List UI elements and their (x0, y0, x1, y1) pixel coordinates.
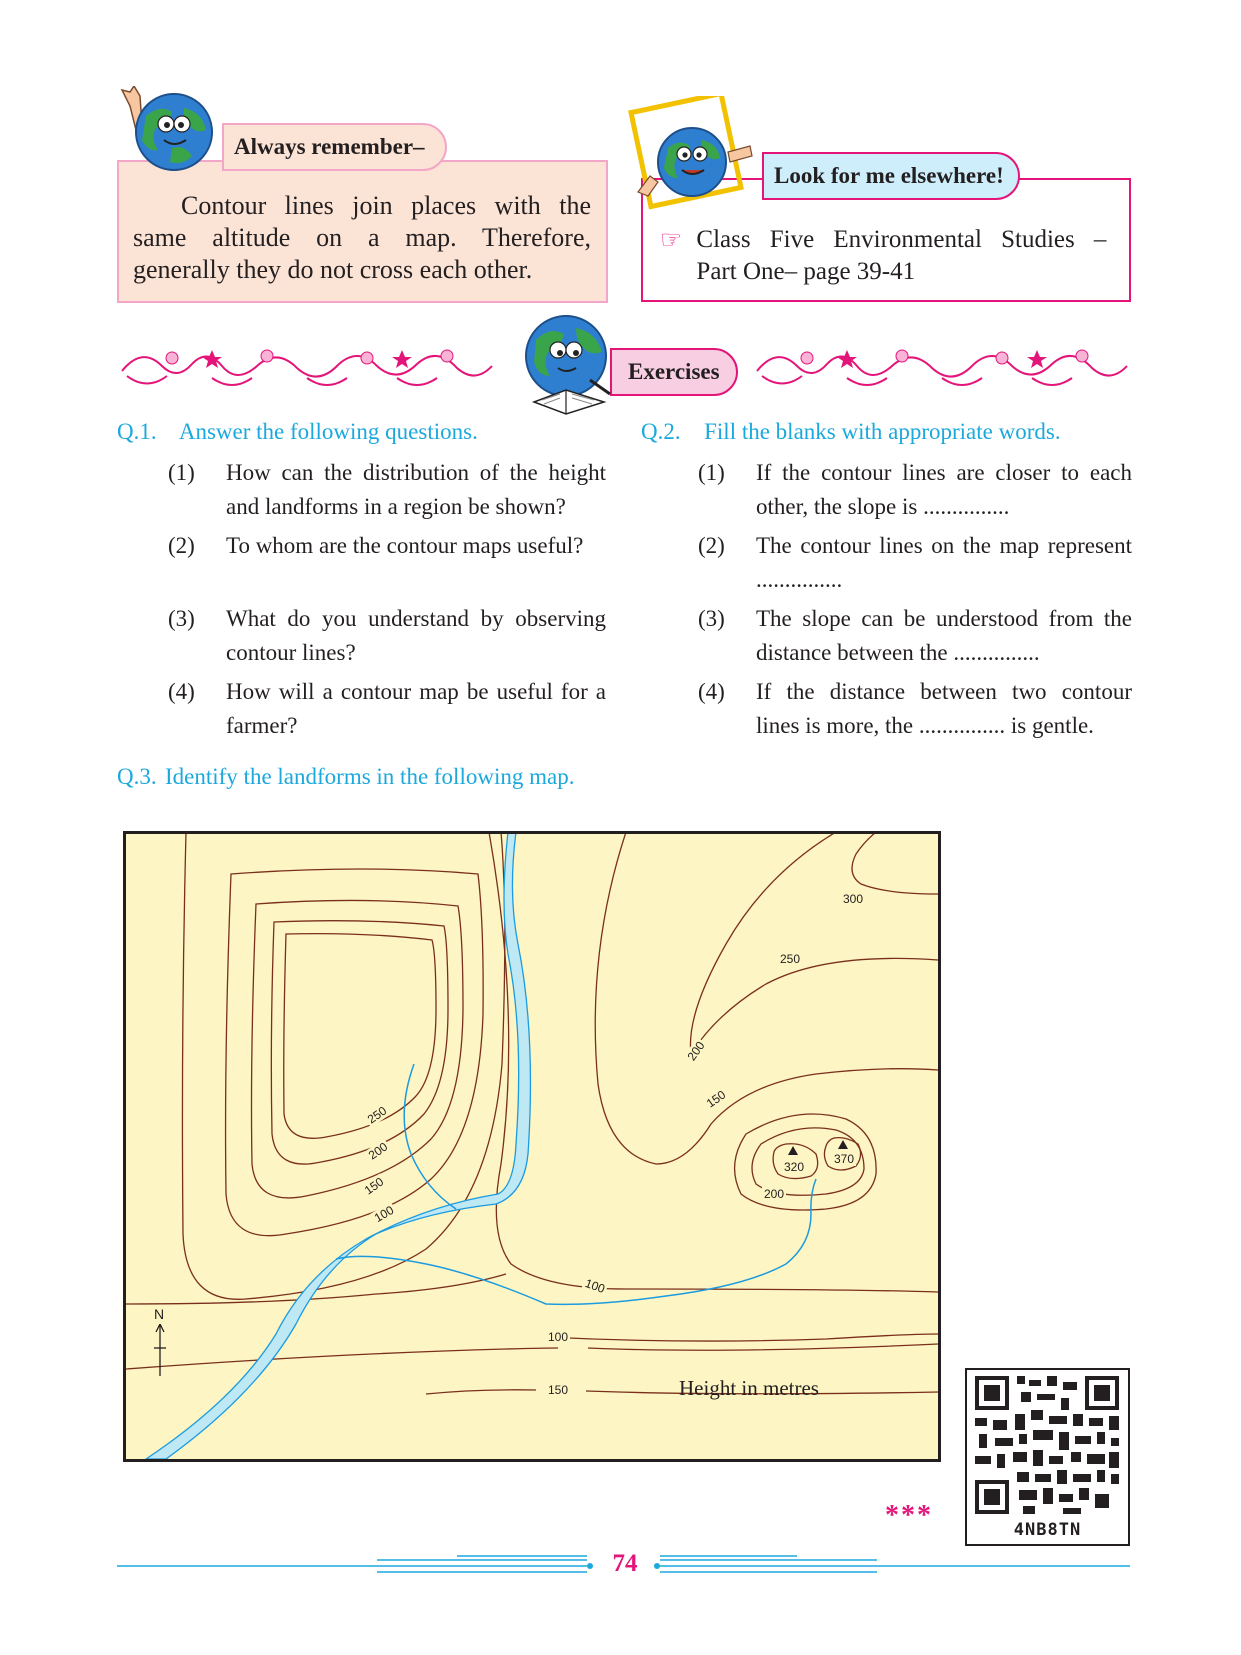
q1-item-4 (168, 675, 608, 743)
contour-label-250: 250 (780, 952, 801, 966)
q2-item-text: The contour lines on the map represent ............... (756, 533, 1132, 592)
q1-item-number: (4) (168, 679, 195, 704)
q1-item-text: What do you understand by observing contour lines? (226, 606, 606, 665)
contour-label-200: 200 (764, 1187, 785, 1201)
contour-map (123, 831, 941, 1462)
look-for-me-line2: Part One– page 39-41 (696, 258, 916, 285)
q1-item-text: How can the distribution of the height and landforms in a region be shown? (226, 460, 606, 519)
reading-globe-mascot-icon (514, 310, 622, 420)
contour-label-150: 150 (703, 1087, 729, 1111)
q1-heading (117, 417, 597, 447)
page-number: 74 (612, 1550, 638, 1577)
end-stars: *** (885, 1500, 933, 1531)
contour-label-300: 300 (843, 892, 864, 906)
q2-heading (641, 417, 1131, 447)
q1-item-text: To whom are the contour maps useful? (226, 533, 584, 558)
qr-code-text: 4NB8TN (1013, 1520, 1082, 1540)
q2-item-number: (2) (698, 533, 725, 558)
summit-triangle-icon (788, 1146, 798, 1155)
q2-item-4 (698, 675, 1132, 743)
look-for-me-title: Look for me elsewhere! (762, 152, 1020, 200)
qr-code-box (965, 1368, 1130, 1546)
qr-code-icon (967, 1370, 1128, 1520)
contour-label-100: 100 (583, 1275, 607, 1297)
pointing-hand-icon: ☞ (660, 225, 683, 254)
q3-label: Q.3. (117, 764, 157, 789)
north-label: N (154, 1306, 165, 1322)
q2-item-number: (1) (698, 460, 725, 485)
always-remember-title: Always remember– (222, 123, 447, 171)
north-arrow-icon (152, 1324, 168, 1376)
q1-label: Q.1. (117, 419, 157, 444)
contour-label-200: 200 (365, 1139, 391, 1163)
contour-label-100: 100 (371, 1202, 397, 1226)
exercises-title: Exercises (610, 348, 738, 396)
contour-label-200: 200 (684, 1038, 708, 1064)
q1-item-number: (1) (168, 460, 195, 485)
contour-map-drawing (126, 834, 938, 1459)
contour-label-100: 100 (548, 1330, 569, 1344)
q2-item-text: If the contour lines are closer to each other, the slope is ............... (756, 460, 1132, 519)
q2-item-number: (3) (698, 606, 725, 631)
q1-item-number: (2) (168, 533, 195, 558)
spot-height-320: 320 (784, 1160, 805, 1174)
q1-item-text: How will a contour map be useful for a farmer? (226, 679, 606, 738)
q2-heading-text: Fill the blanks with appropriate words. (704, 419, 1061, 444)
contour-label-250: 250 (364, 1103, 390, 1127)
summit-triangle-icon (838, 1140, 848, 1149)
q1-item-number: (3) (168, 606, 195, 631)
map-legend: Height in metres (679, 1376, 819, 1400)
q2-item-text: The slope can be understood from the distance between the ............... (756, 606, 1132, 665)
pointing-globe-mascot-icon (112, 86, 224, 178)
framed-globe-mascot-icon (620, 96, 770, 216)
floral-border-left-decoration (117, 336, 495, 396)
spot-height-370: 370 (834, 1152, 855, 1166)
look-for-me-text (660, 224, 1116, 288)
look-for-me-line1: Class Five Environmental Studies – (696, 226, 1107, 253)
q2-item-text: If the distance between two contour lines is more, the ............... is gentle. (756, 679, 1132, 738)
q2-item-3 (698, 602, 1132, 670)
q2-label: Q.2. (641, 419, 681, 444)
q1-item-2 (168, 529, 608, 597)
floral-border-right-decoration (752, 336, 1130, 396)
contour-label-150: 150 (548, 1383, 569, 1397)
q3-heading-text: Identify the landforms in the following map. (165, 764, 575, 789)
q2-item-2 (698, 529, 1132, 597)
q1-item-3 (168, 602, 608, 670)
q1-heading-text: Answer the following questions. (178, 419, 478, 444)
always-remember-text: Contour lines join places with the same altitude on a map. Therefore, generally they do not cross each other. (133, 191, 591, 284)
q3-heading (117, 762, 607, 792)
q2-item-1 (698, 456, 1132, 524)
q1-item-1 (168, 456, 608, 524)
contour-label-150: 150 (361, 1174, 387, 1198)
q2-item-number: (4) (698, 679, 725, 704)
